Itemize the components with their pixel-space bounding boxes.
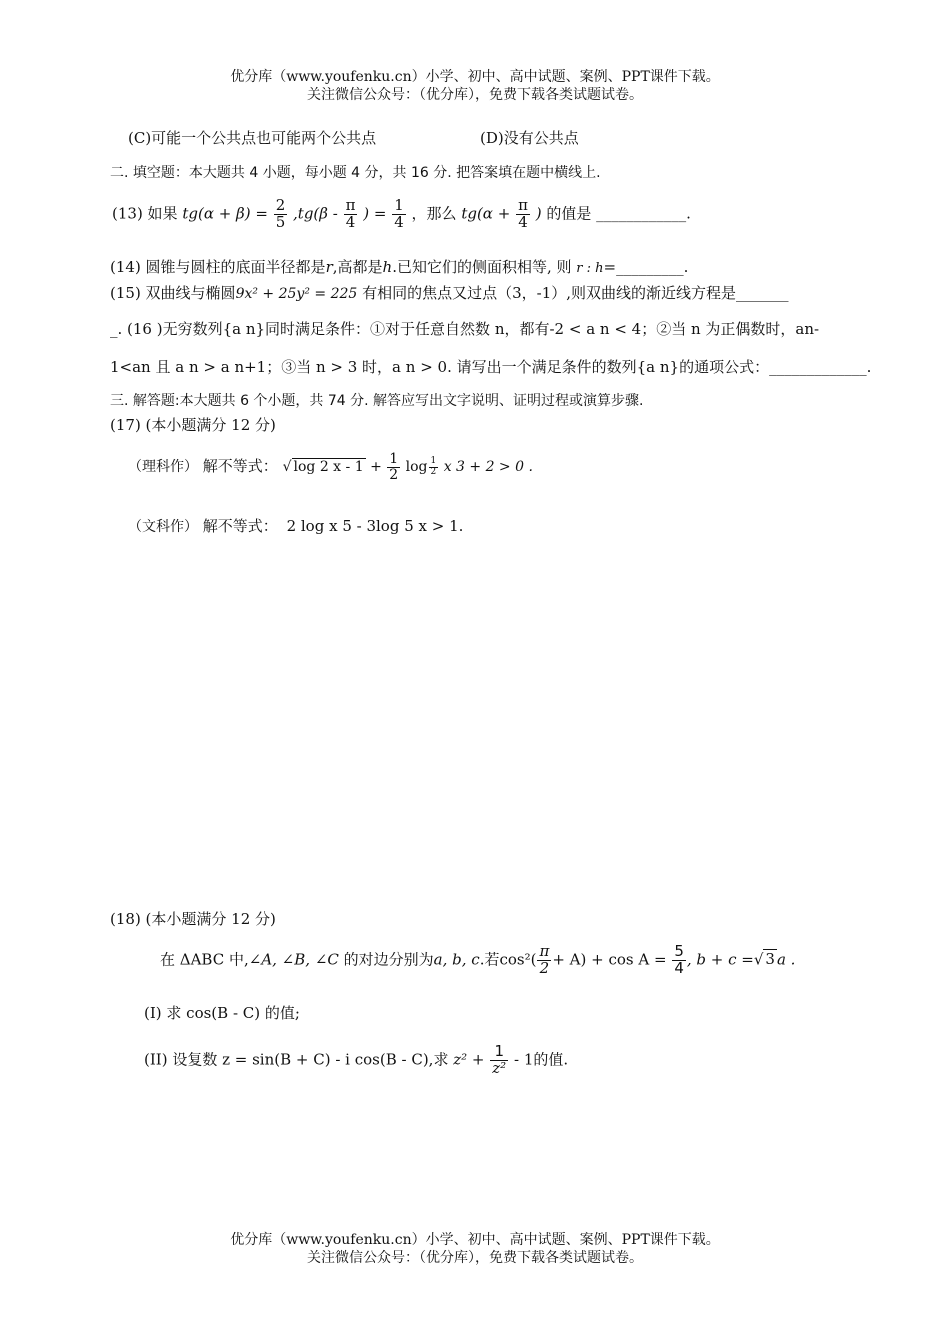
- question-15: [110, 282, 789, 303]
- q18-cos-rest: + A) + cos A =: [552, 950, 667, 969]
- question-16-line-2: 1<an 且 a n > a n+1；③当 n > 3 时，a n > 0. 请写出一个满足条件的数列{a n}的通项公式：_____________.: [110, 358, 872, 376]
- q18-p2-tail: - 1的值.: [513, 1050, 569, 1069]
- section-3-title: 三. 解答题:本大题共 6 个小题，共 74 分. 解答应写出文字说明、证明过程或演算步骤.: [110, 393, 644, 409]
- q13-pi1-den: 4: [345, 212, 356, 231]
- q18-tail2: a .: [776, 950, 796, 969]
- q13-suffix: 的值是 ____________.: [546, 204, 691, 223]
- q14-text-c: .已知它们的侧面积相等, 则: [392, 258, 572, 276]
- header-line-2: 关注微信公众号：（优分库），免费下载各类试题试卷。: [307, 87, 643, 103]
- question-14: [110, 256, 688, 277]
- q14-h: h: [382, 258, 393, 276]
- q18-sides: a, b, c: [433, 950, 480, 969]
- question-16-line-1: _. (16 )无穷数列{a n}同时满足条件：①对于任意自然数 n，都有-2 < a n < 4；②当 n 为正偶数时，an-: [110, 320, 820, 338]
- q18-angles: ∠A, ∠B, ∠C: [248, 950, 339, 969]
- q13-tg2: ,tg(β -: [293, 204, 338, 223]
- option-d: (D)没有公共点: [480, 129, 579, 147]
- q13-f1-den: 5: [275, 212, 286, 231]
- q18-frac-num: 5: [674, 942, 684, 960]
- q18-stmt-c: .若: [479, 950, 500, 969]
- section-2-title: 二. 填空题：本大题共 4 小题，每小题 4 分，共 16 分. 把答案填在题中横线上.: [110, 165, 601, 181]
- q13-pi1-num: π: [345, 196, 356, 214]
- q18-statement: 在 ΔABC 中,∠A, ∠B, ∠C 的对边分别为a, b, c.若cos²( $\frac{\pi}{2}$ + A) + cos A = $\frac{5}{4}$ , b + c =√ 3 a .: [160, 942, 796, 977]
- q17-liberal: [128, 515, 463, 536]
- q17-science-text: 解不等式：: [202, 457, 278, 476]
- q17-frac-den: 2: [389, 466, 399, 483]
- footer-line-1: 优分库（www.youfenku.cn）小学、初中、高中试题、案例、PPT课件下载。: [230, 1232, 720, 1248]
- q13-pi2-num: π: [518, 196, 528, 214]
- q13-close: ): [535, 204, 542, 223]
- q18-p2-text: (II) 设复数 z = sin(B + C) - i cos(B - C),求: [144, 1050, 449, 1069]
- q18-p2-den: z²: [492, 1058, 507, 1077]
- q18-tail: , b + c =: [686, 950, 754, 969]
- q13-f2-num: 1: [394, 196, 404, 214]
- footer-line-2: 关注微信公众号：（优分库），免费下载各类试题试卷。: [307, 1250, 643, 1266]
- q18-p2-z: z² +: [453, 1050, 485, 1069]
- q18-stmt-b: 的对边分别为: [343, 950, 434, 969]
- q17-liberal-label: （文科作）: [128, 519, 198, 535]
- q13-f1-num: 2: [275, 196, 286, 214]
- q14-text-b: ,高都是: [332, 258, 383, 276]
- q17-base-den: 2: [430, 466, 437, 477]
- q14-ratio: r : h: [576, 261, 604, 276]
- q17-science-label: （理科作）: [128, 459, 198, 476]
- q18-part-2: [144, 1044, 568, 1077]
- q18-p2-num: 1: [490, 1044, 508, 1061]
- q13-tg1: tg(α + β) =: [182, 204, 268, 223]
- q17-heading: (17) (本小题满分 12 分): [110, 416, 276, 434]
- q18-cos: cos²(: [499, 950, 537, 969]
- q18-frac-den: 4: [674, 958, 684, 977]
- q14-r: r: [325, 258, 333, 276]
- q18-stmt-a: 在 ΔABC 中,: [160, 950, 249, 969]
- q18-pi-den: 2: [539, 958, 550, 977]
- q13-prefix: (13) 如果: [112, 204, 178, 223]
- q17-science-rest: x 3 + 2 > 0 .: [443, 459, 533, 476]
- q18-sqrt3: 3: [765, 950, 775, 969]
- q17-liberal-expr: 2 log x 5 - 3log 5 x > 1.: [286, 517, 464, 535]
- q13-f2-den: 4: [394, 212, 404, 231]
- q18-pi-num: π: [539, 942, 550, 960]
- q15-text-b: 有相同的焦点又过点（3，-1）,则双曲线的渐近线方程是_______: [362, 284, 789, 302]
- q13-eq2: ) =: [363, 204, 387, 223]
- q17-science: （理科作） 解不等式： √ log 2 x - 1 + $\frac{1}{2}$ log $\frac{1}{2}$ x 3 + 2 > 0 .: [128, 451, 533, 483]
- q13-mid: ，那么: [411, 204, 457, 223]
- q17-frac-num: 1: [389, 451, 399, 467]
- option-c: (C)可能一个公共点也可能两个公共点: [128, 129, 377, 147]
- q17-plus: +: [370, 459, 382, 476]
- q17-liberal-text: 解不等式：: [202, 517, 278, 535]
- q17-base-num: 1: [430, 456, 437, 467]
- header-line-1: 优分库（www.youfenku.cn）小学、初中、高中试题、案例、PPT课件下载。: [230, 69, 720, 85]
- q14-text-d: =_________.: [603, 258, 689, 276]
- q13-tg3: tg(α +: [461, 204, 511, 223]
- q15-ellipse-eq: 9x² + 25y² = 225: [235, 286, 358, 302]
- question-13: [112, 198, 691, 231]
- q17-sqrt-expr: log 2 x - 1: [293, 459, 364, 476]
- q17-log: log: [405, 459, 428, 476]
- q15-text-a: (15) 双曲线与椭圆: [110, 284, 236, 302]
- q18-heading: (18) (本小题满分 12 分): [110, 910, 276, 928]
- q18-part-1: (I) 求 cos(B - C) 的值;: [144, 1004, 300, 1022]
- q13-pi2-den: 4: [518, 212, 528, 231]
- q14-text-a: (14) 圆锥与圆柱的底面半径都是: [110, 258, 326, 276]
